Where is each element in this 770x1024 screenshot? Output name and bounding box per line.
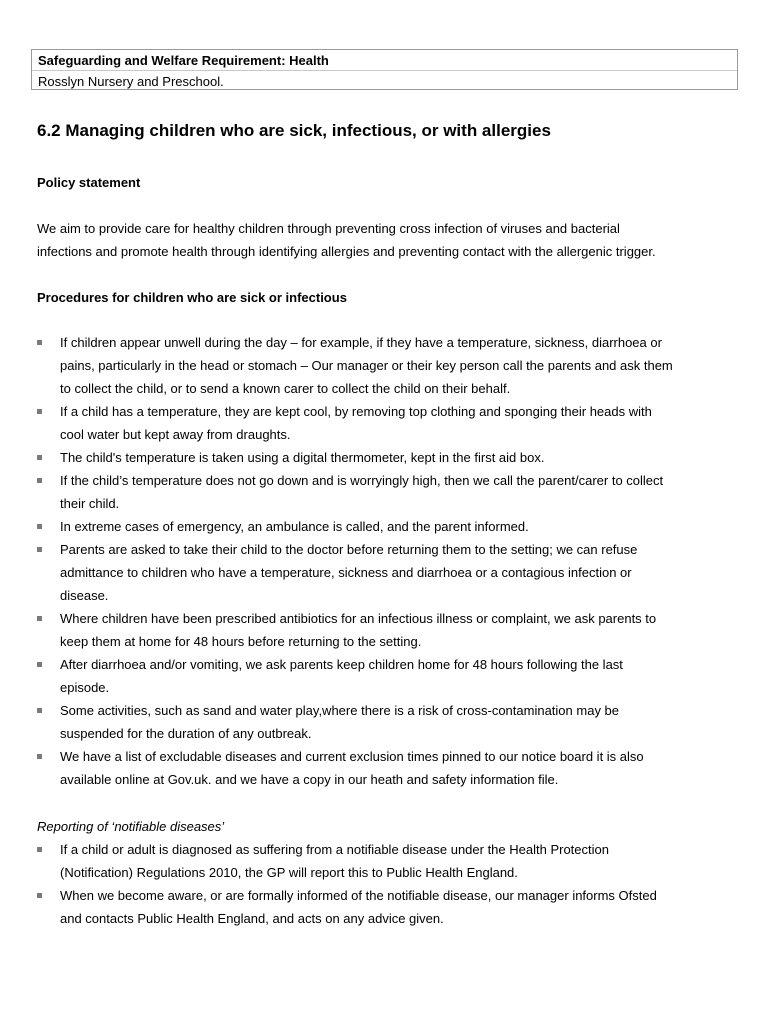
list-item: If a child or adult is diagnosed as suffering from a notifiable disease under the Health Protection (Notification) Regulations 2010, the GP will report this to Public Health England. <box>37 838 737 884</box>
list-item: When we become aware, or are formally informed of the notifiable disease, our manager informs Ofsted and contacts Public Health England, and acts on any advice given. <box>37 884 737 930</box>
list-item: The child's temperature is taken using a digital thermometer, kept in the first aid box. <box>37 446 737 469</box>
setting-name: Rosslyn Nursery and Preschool. <box>38 74 224 89</box>
list-item: Some activities, such as sand and water play,where there is a risk of cross-contamination may be suspended for the duration of any outbreak. <box>37 699 737 745</box>
list-item: We have a list of excludable diseases and current exclusion times pinned to our notice board it is also available online at Gov.uk. and we have a copy in our heath and safety information file. <box>37 745 737 791</box>
list-item: If children appear unwell during the day – for example, if they have a temperature, sickness, diarrhoea or pains, particularly in the head or stomach – Our manager or their key person call the parents and ask them to collect the child, or to send a known carer to collect the child on their behalf. <box>37 331 737 400</box>
bullet-icon <box>37 708 42 713</box>
bullet-icon <box>37 478 42 483</box>
policy-statement-heading: Policy statement <box>37 175 141 190</box>
list-item: Where children have been prescribed antibiotics for an infectious illness or complaint, we ask parents to keep them at home for 48 hours before returning to the setting. <box>37 607 737 653</box>
list-item: If the child’s temperature does not go down and is worryingly high, then we call the parent/carer to collect their child. <box>37 469 737 515</box>
notifiable-diseases-heading: Reporting of ‘notifiable diseases’ <box>37 819 225 834</box>
bullet-icon <box>37 616 42 621</box>
requirement-header-box <box>31 49 738 90</box>
bullet-icon <box>37 455 42 460</box>
procedures-heading: Procedures for children who are sick or infectious <box>37 290 347 305</box>
requirement-title: Safeguarding and Welfare Requirement: Health <box>38 53 329 68</box>
bullet-icon <box>37 847 42 852</box>
policy-line: infections and promote health through identifying allergies and preventing contact with the allergenic trigger. <box>37 244 656 259</box>
list-item: In extreme cases of emergency, an ambulance is called, and the parent informed. <box>37 515 737 538</box>
bullet-icon <box>37 524 42 529</box>
policy-statement-text <box>37 217 737 263</box>
policy-line: We aim to provide care for healthy children through preventing cross infection of viruses and bacterial <box>37 221 620 236</box>
list-item: Parents are asked to take their child to the doctor before returning them to the setting; we can refuse admittance to children who have a temperature, sickness and diarrhoea or a contagious infection or disease. <box>37 538 737 607</box>
bullet-icon <box>37 409 42 414</box>
bullet-icon <box>37 754 42 759</box>
list-item: After diarrhoea and/or vomiting, we ask parents keep children home for 48 hours following the last episode. <box>37 653 737 699</box>
procedures-list <box>37 331 737 791</box>
header-divider <box>32 70 737 71</box>
bullet-icon <box>37 340 42 345</box>
list-item: If a child has a temperature, they are kept cool, by removing top clothing and sponging their heads with cool water but kept away from draughts. <box>37 400 737 446</box>
page-title: 6.2 Managing children who are sick, infectious, or with allergies <box>37 121 551 140</box>
bullet-icon <box>37 662 42 667</box>
bullet-icon <box>37 547 42 552</box>
notifiable-list <box>37 838 737 930</box>
bullet-icon <box>37 893 42 898</box>
